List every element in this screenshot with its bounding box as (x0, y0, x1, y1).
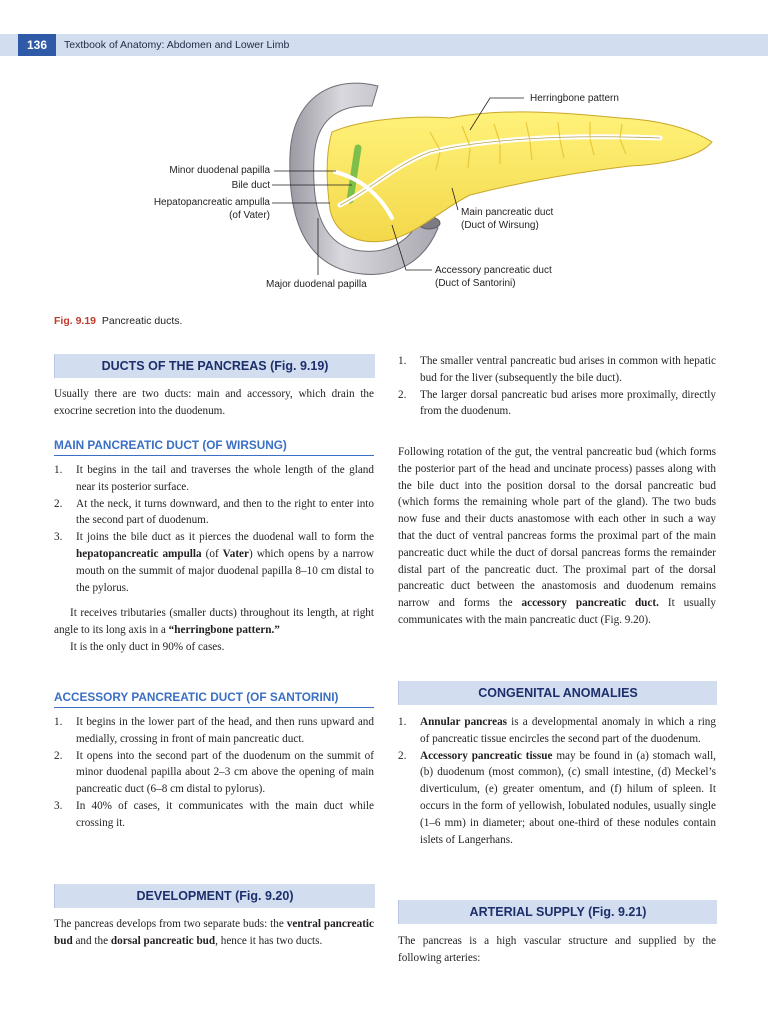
label-minor-papilla: Minor duodenal papilla (169, 165, 270, 176)
arterial-paragraph: The pancreas is a high vascular structure and supplied by the following arteries: (398, 935, 716, 964)
list-item: 2. The larger dorsal pancreatic bud arises more proximally, directly from the duodenum. (398, 388, 716, 418)
label-bile-duct: Bile duct (231, 180, 270, 191)
list-item: 1. It begins in the tail and traverses the whole length of the gland near its posterior surface. (54, 464, 374, 493)
label-ampulla-vater: (of Vater) (229, 210, 270, 221)
label-main-duct-wirsung: (Duct of Wirsung) (461, 220, 539, 231)
rotation-paragraph: Following rotation of the gut, the ventral pancreatic bud (which forms the posterior part of the head and uncinate process) passes along with the bile duct into the position dorsal to the dorsal pancreatic bud (which forms the remaining whole part of the gland). The two buds now fuse and their ducts anastomose with each other in such a way that the duct of ventral pancreas forms the proximal part of the main pancreatic duct while the duct of dorsal pancreas forms the remainder distal part of the pancreatic duct. The proximal part of the dorsal pancreatic duct between the anastomosis and duodenum remains narrow and forms the accessory pancreatic duct. It usually communicates with the main pancreatic duct (Fig. 9.20). (398, 446, 716, 626)
caption-number: Fig. 9.19 (54, 315, 97, 327)
heading-congenital: CONGENITAL ANOMALIES (398, 681, 717, 705)
list-item: 2. Accessory pancreatic tissue may be found in (a) stomach wall, (b) duodenum (most common), (c) small intestine, (d) Meckel’s diverticulum, (e) greater omentum, and (f) hilum of spleen. It occurs in the form of yellowish, lobulated nodules, usually single (1–6 mm) in diameter; about one-third of these nodules contain islets of Langerhans. (398, 749, 716, 846)
main-duct-list (54, 462, 374, 596)
list-item: 2. At the neck, it turns downward, and then to the right to enter into the second part of duodenum. (54, 497, 374, 527)
heading-ducts: DUCTS OF THE PANCREAS (Fig. 9.19) (54, 354, 375, 378)
label-accessory-santorini: (Duct of Santorini) (435, 278, 516, 289)
label-herringbone: Herringbone pattern (530, 93, 619, 104)
tributaries-paragraph: It receives tributaries (smaller ducts) throughout its length, at right angle to its long axis in a “herringbone pattern.” It is the only duct in 90% of cases. (54, 607, 374, 653)
congenital-list (398, 714, 716, 848)
figure-caption (54, 315, 182, 327)
list-item: 3. It joins the bile duct as it pierces the duodenal wall to form the hepatopancreatic ampulla (of Vater) which opens by a narrow mouth on the summit of major duodenal papilla 8–10 cm distal to the pylorus. (54, 531, 374, 594)
list-item: 2. It opens into the second part of the duodenum on the summit of minor duodenal papilla about 2–3 cm above the opening of main pancreatic duct (6–8 cm distal to pylorus). (54, 749, 374, 796)
heading-accessory-duct: ACCESSORY PANCREATIC DUCT (OF SANTORINI) (54, 690, 339, 704)
divider (54, 707, 374, 708)
accessory-duct-list (54, 714, 374, 832)
heading-main-duct: MAIN PANCREATIC DUCT (OF WIRSUNG) (54, 438, 287, 452)
running-header (0, 34, 768, 56)
pancreatic-ducts-figure (0, 60, 768, 320)
page-number: 136 (18, 34, 56, 56)
divider (54, 455, 374, 456)
heading-development: DEVELOPMENT (Fig. 9.20) (54, 884, 375, 908)
ducts-intro: Usually there are two ducts: main and accessory, which drain the exocrine secretion into the duodenum. (54, 388, 374, 417)
label-accessory-duct: Accessory pancreatic duct (435, 265, 552, 276)
label-main-duct: Main pancreatic duct (461, 207, 554, 218)
label-major-papilla: Major duodenal papilla (266, 279, 367, 290)
caption-text: Pancreatic ducts. (101, 315, 183, 327)
heading-arterial: ARTERIAL SUPPLY (Fig. 9.21) (398, 900, 717, 924)
list-item: 1. Annular pancreas is a developmental anomaly in which a ring of pancreatic tissue encircles the second part of the duodenum. (398, 716, 716, 745)
bud-list (398, 353, 716, 420)
list-item: 1. The smaller ventral pancreatic bud arises in common with hepatic bud for the liver (subsequently the bile duct). (398, 355, 716, 384)
label-ampulla: Hepatopancreatic ampulla (153, 197, 270, 208)
list-item: 3. In 40% of cases, it communicates with the main duct while crossing it. (54, 799, 374, 829)
list-item: 1. It begins in the lower part of the head, and then runs upward and medially, crossing in front of main pancreatic duct. (54, 716, 374, 745)
development-paragraph: The pancreas develops from two separate buds: the ventral pancreatic bud and the dorsal pancreatic bud, hence it has two ducts. (54, 918, 374, 947)
book-title: Textbook of Anatomy: Abdomen and Lower Limb (64, 39, 290, 51)
